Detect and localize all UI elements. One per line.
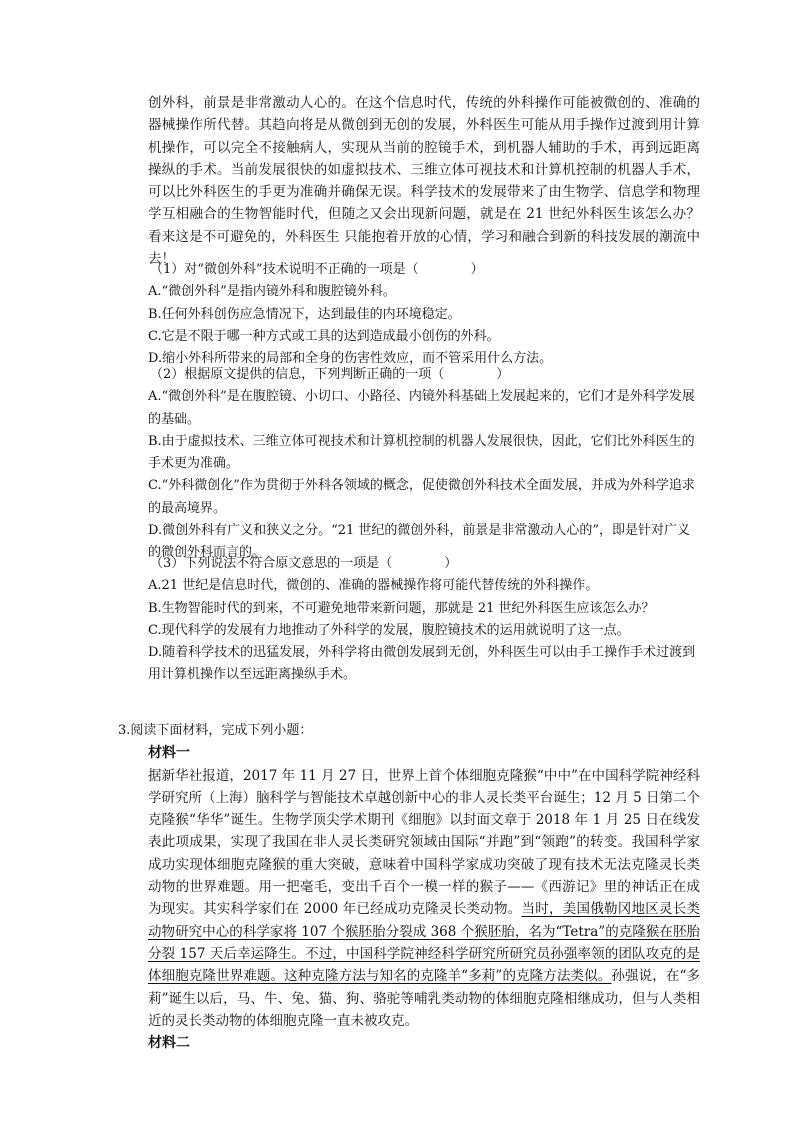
material-1-title: 材料一: [148, 745, 190, 762]
material-1-tail: 孙强说，在“多莉”诞生以后，马、牛、兔、猫、狗、骆驼等哺乳类动物的体细胞克隆相继成功，但与人类相近的灵长类动物的体细胞克隆一直未被攻克。: [148, 968, 700, 1029]
question-3: [148, 553, 700, 687]
material-1-text: [148, 765, 700, 1033]
question-1-stem: （1）对“微创外科”技术说明不正确的一项是（ ）: [150, 262, 484, 277]
question-2-option-a: A.“微创外科”是在腹腔镜、小切口、小路径、内镜外科基础上发展起来的，它们才是外科学发展的基础。: [148, 389, 695, 427]
question-2-option-b: B.由于虚拟技术、三维立体可视技术和计算机控制的机器人发展很快，因此，它们比外科医生的手术更为准确。: [148, 433, 695, 472]
section-3-heading: 3.阅读下面材料，完成下列小题：: [118, 723, 313, 738]
question-3-option-d: D.随着科学技术的迅猛发展，外科学将由微创发展到无创，外科医生可以由手工操作手术过渡到用计算机操作以至远距离操纵手术。: [148, 645, 696, 683]
passage-paragraph: 创外科，前景是非常激动人心的。在这个信息时代，传统的外科操作可能被微创的、准确的器械操作所代替。其趋向将是从微创到无创的发展，外科医生可能从用手操作过渡到用计算机操作，可以完全不接触病人，实现从当前的腔镜手术，到机器人辅助的手术，再到远距离操纵的手术。当前发展很快的如虚拟技术、三维立体可视技术和计算机控制的机器人手术，可以比外科医生的手更为准确并确保无误。科学技术的发展带来了由生物学、信息学和物理学互相融合的生物智能时代，但随之又会出现新问题，就是在 21 世纪外科医生该怎么办？看来这是不可避免的，外科医生 只能抱着开放的心情，学习和融合到新的科技发展的潮流中去！: [148, 95, 700, 268]
question-2-option-d: D.微创外科有广义和狭义之分。“21 世纪的微创外科，前景是非常激动人心的”，即是针对广义的微创外科而言的。: [148, 523, 691, 561]
section-3: [118, 720, 700, 1054]
question-3-option-b: B.生物智能时代的到来，不可避免地带来新问题，那就是 21 世纪外科医生应该怎么办？: [148, 600, 655, 616]
question-1: [148, 259, 700, 370]
question-2-stem: （2）根据原文提供的信息，下列判断正确的一项（ ）: [150, 367, 510, 382]
question-1-option-b: B.任何外科创伤应急情况下，达到最佳的内环境稳定。: [148, 306, 461, 322]
material-1-underlined: 当时，美国俄勒冈地区灵长类动物研究中心的科学家将 107 个猴胚胎分裂成 368 个猴胚胎，名为“Tetra”的克隆猴在胚胎分裂 157 天后幸运降生。不过，中国科学院神经科学研究所研究员孙强率领的团队攻克的是体细胞克隆世界难题。这种克隆方法与知名的克隆羊“多莉”的克隆方法类似。: [148, 901, 700, 985]
question-3-option-a: A.21 世纪是信息时代，微创的、准确的器械操作将可能代替传统的外科操作。: [148, 578, 599, 594]
passage-continuation: [148, 92, 700, 270]
material-1-plain: 据新华社报道，2017 年 11 月 27 日，世界上首个体细胞克隆猴“中中”在中国科学院神经科学研究所（上海）脑科学与智能技术卓越创新中心的非人灵长类平台诞生；12 月 5 日第二个克隆猴“华华”诞生。生物学顶尖学术期刊《细胞》以封面文章于 2018 年 1 月 25 日在线发表此项成果，实现了我国在非人灵长类研究领域由国际“并跑”到“领跑”的转变。我国科学家成功实现体细胞克隆猴的重大突破，意味着中国科学家成功突破了现有技术无法克隆灵长类动物的世界难题。用一把毫毛，变出千百个一模一样的猴子——《西游记》里的神话正在成为现实。其实科学家们在 2000 年已经成功克隆灵长类动物。: [148, 767, 700, 918]
material-2-title: 材料二: [148, 1035, 190, 1052]
question-1-option-c: C.它是不限于哪一种方式或工具的达到造成最小创伤的外科。: [148, 328, 500, 344]
question-1-option-a: A.“微创外科”是指内镜外科和腹腔镜外科。: [148, 284, 396, 300]
question-2-option-c: C.“外科微创化”作为贯彻于外科各领域的概念，促使微创外科技术全面发展，并成为外科学追求的最高境界。: [148, 478, 695, 516]
question-3-option-c: C.现代科学的发展有力地推动了外科学的发展，腹腔镜技术的运用就说明了这一点。: [148, 622, 630, 638]
question-2: [148, 364, 700, 565]
question-1-option-d: D.缩小外科所带来的局部和全身的伤害性效应，而不管采用什么方法。: [148, 351, 553, 367]
question-3-stem: （3）下列说法不符合原文意思的一项是（ ）: [150, 556, 458, 571]
